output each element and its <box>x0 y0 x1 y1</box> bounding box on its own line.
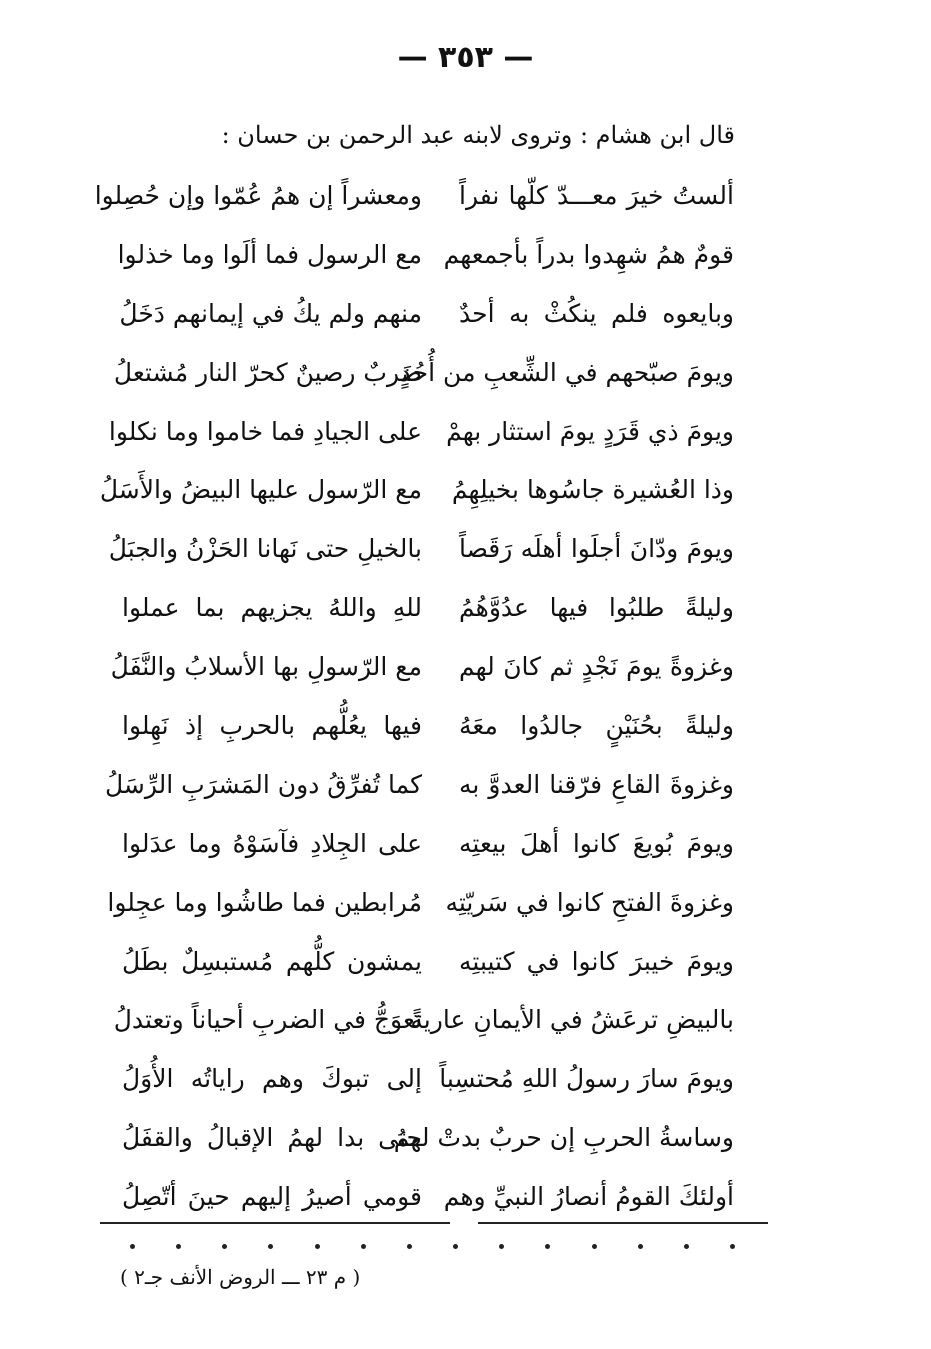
verse-first-hemistich: أولئكَ القومُ أنصارُ النبيِّ وهم <box>443 1182 734 1212</box>
separator-dot <box>592 1244 597 1249</box>
verse-first-hemistich: وغزوةَ الفتحِ كانوا في سَريّتِه <box>445 887 734 917</box>
separator-dot <box>130 1244 135 1249</box>
verse-second-hemistich: منهم ولم يكُ في إيمانهم دَخَلُ <box>119 298 422 328</box>
poem <box>94 168 740 1212</box>
verse-second-hemistich: مع الرّسول عليها البيضُ والأَسَلُ <box>99 475 422 505</box>
verse-line <box>100 698 740 757</box>
verse-first-hemistich: بالبيضِ ترعَشُ في الأيمانِ عاريةً <box>410 1005 734 1035</box>
verse-line <box>100 639 740 698</box>
verse-line <box>100 286 740 345</box>
verse-first-hemistich: ألستُ خيرَ معـــدّ كلّها نفراً <box>459 181 734 210</box>
verse-first-hemistich: ويومَ ذي قَرَدٍ يومَ استثار بهمْ <box>446 416 734 446</box>
verse-second-hemistich: فيها يعُلُّهم بالحربِ إذ نَهِلوا <box>122 711 422 741</box>
verse-second-hemistich: يمشون كلُّهم مُستبسِلٌ بطَلُ <box>122 946 422 976</box>
verse-second-hemistich: مُرابطين فما طاشُوا وما عجِلوا <box>107 887 422 917</box>
separator-dot <box>499 1244 504 1249</box>
verse-line <box>100 875 740 934</box>
separator-rule-right <box>478 1222 768 1224</box>
verse-first-hemistich: ويومَ ودّانَ أجلَوا أهلَه رَقَصاً <box>459 534 734 564</box>
verse-first-hemistich: ويومَ صبّحهم في الشِّعبِ من أُحُدٍ <box>399 357 734 387</box>
verse-second-hemistich: مع الرّسولِ بها الأسلابُ والنَّفَلُ <box>110 652 422 682</box>
verse-line <box>100 404 740 463</box>
verse-line <box>100 1110 740 1169</box>
verse-second-hemistich: ضَربٌ رصينٌ كحرّ النار مُشتعلُ <box>113 357 422 387</box>
separator-dot <box>315 1244 320 1249</box>
verse-line <box>100 462 740 521</box>
verse-line <box>100 521 740 580</box>
verse-second-hemistich: إلى تبوكَ وهم راياتُه الأُوَلُ <box>122 1064 422 1094</box>
separator-rule-left <box>100 1222 450 1224</box>
verse-line <box>100 345 740 404</box>
separator-dot <box>176 1244 181 1249</box>
verse-line <box>100 227 740 286</box>
page-number: — ٣٥٣ — <box>397 40 534 75</box>
verse-second-hemistich: ومعشراً إن همُ عُمّوا وإن حُصِلوا <box>94 181 422 210</box>
verse-second-hemistich: على الجيادِ فما خاموا وما نكلوا <box>108 416 422 446</box>
verse-first-hemistich: ويومَ خيبرَ كانوا في كتيبتِه <box>459 946 734 976</box>
verse-line <box>100 1169 740 1228</box>
verse-second-hemistich: بالخيلِ حتى نَهانا الحَزْنُ والجبَلُ <box>108 534 422 564</box>
verse-second-hemistich: على الجِلادِ فآسَوْهُ وما عدَلوا <box>122 828 422 858</box>
dotted-separator <box>130 1240 730 1254</box>
verse-first-hemistich: قومٌ همُ شهِدوا بدراً بأجمعهم <box>443 239 734 269</box>
separator-dot <box>453 1244 458 1249</box>
verse-first-hemistich: ويومَ بُويعَ كانوا أهلَ بيعتِه <box>459 828 734 858</box>
verse-first-hemistich: وغزوةً يومَ نَجْدٍ ثم كانَ لهم <box>459 652 734 682</box>
separator-dot <box>545 1244 550 1249</box>
verse-line <box>100 992 740 1051</box>
verse-first-hemistich: وليلةً طلبُوا فيها عدُوَّهُمُ <box>459 593 734 623</box>
verse-first-hemistich: وذا العُشيرة جاسُوها بخيلِهِمُ <box>451 475 734 505</box>
verse-first-hemistich: وساسةُ الحربِ إن حربٌ بدتْ لهمُ <box>393 1123 734 1153</box>
separator-dot <box>222 1244 227 1249</box>
separator-dot <box>268 1244 273 1249</box>
verse-second-hemistich: تعوَجُّ في الضربِ أحياناً وتعتدلُ <box>113 1005 422 1035</box>
verse-first-hemistich: ويومَ سارَ رسولُ اللهِ مُحتسِباً <box>439 1064 734 1094</box>
intro-line: قال ابن هشام : وتروى لابنه عبد الرحمن بن حسان : <box>221 121 735 149</box>
verse-second-hemistich: مع الرسول فما ألَوا وما خذلوا <box>117 239 422 269</box>
verse-first-hemistich: وغزوةَ القاعِ فرّقنا العدوَّ به <box>459 769 734 799</box>
footnote-signature: ( م ٢٣ ـــ الروض الأنف جـ٢ ) <box>120 1265 361 1289</box>
verse-line <box>100 816 740 875</box>
verse-first-hemistich: وليلةً بحُنَيْنٍ جالدُوا معَهُ <box>459 711 734 741</box>
separator-dot <box>684 1244 689 1249</box>
separator-dot <box>361 1244 366 1249</box>
verse-line <box>100 757 740 816</box>
verse-second-hemistich: حتى بدا لهمُ الإقبالُ والقفَلُ <box>122 1123 422 1153</box>
separator-dot <box>638 1244 643 1249</box>
verse-line <box>100 1051 740 1110</box>
verse-line <box>100 934 740 993</box>
verse-line <box>100 580 740 639</box>
verse-second-hemistich: قومي أصيرُ إليهم حينَ أتّصِلُ <box>122 1182 422 1212</box>
verse-line <box>94 168 740 227</box>
verse-second-hemistich: كما تُفرِّقُ دون المَشرَبِ الرِّسَلُ <box>104 769 422 799</box>
verse-first-hemistich: وبايعوه فلم ينكُثْ به أحدٌ <box>459 298 734 328</box>
separator-dot <box>730 1244 735 1249</box>
separator-dot <box>407 1244 412 1249</box>
verse-second-hemistich: للهِ واللهُ يجزيهم بما عملوا <box>122 593 422 623</box>
